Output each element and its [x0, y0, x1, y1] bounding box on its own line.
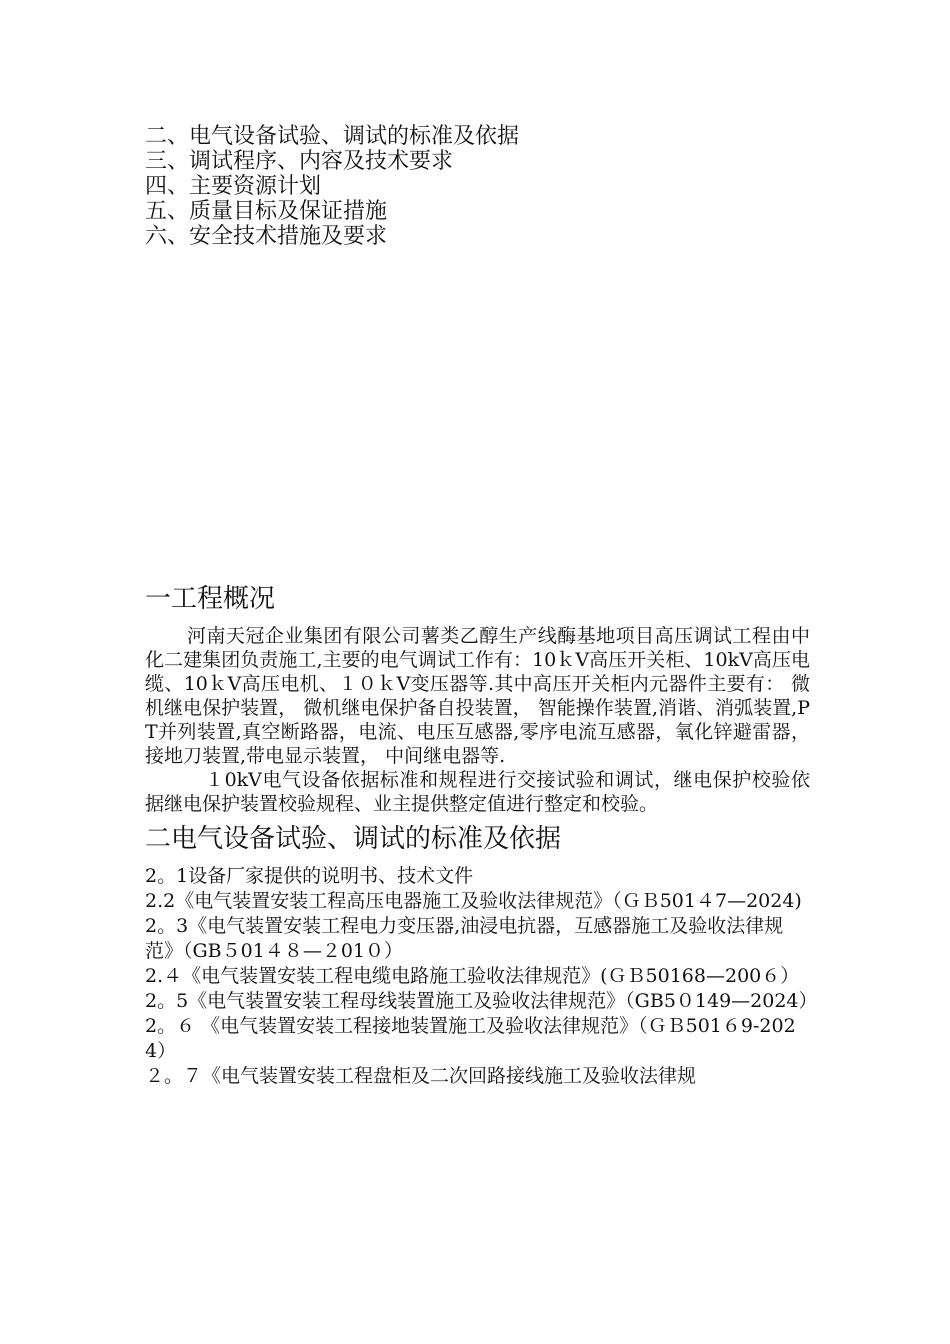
reference-item: 2。６ 《电气装置安装工程接地装置施工及验收法律规范》（ＧＢ501６9-2024） — [145, 1015, 796, 1062]
toc-item: 五、质量目标及保证措施 — [145, 199, 388, 224]
toc-item: 三、调试程序、内容及技术要求 — [145, 149, 454, 174]
reference-item: ２。７《电气装置安装工程盘柜及二次回路接线施工及验收法律规 — [145, 1065, 697, 1087]
table-of-contents — [145, 124, 825, 249]
toc-item: 二、电气设备试验、调试的标准及依据 — [145, 124, 520, 149]
document-body — [145, 582, 818, 1089]
reference-item: 2。5《电气装置安装工程母线装置施工及验收法律规范》（GB5０149—2024） — [145, 990, 818, 1012]
overview-paragraph: 河南天冠企业集团有限公司薯类乙醇生产线酶基地项目高压调试工程由中化二建集团负责施工,主要的电气调试工作有：10ｋⅤ高压开关柜、10kV高压电缆、10ｋⅤ高压电机、１０ｋⅤ变压器等.其中高压开关柜内元器件主要有： 微机继电保护装置， 微机继电保护备自投装置， 智能操作装置,消谐、消弧装置,PT并列装置,真空断路器，电流、电压互感器,零序电流互感器，氧化锌避雷器，接地刀装置,带电显示装置， 中间继电器等. — [145, 625, 810, 767]
reference-item: 2。1设备厂家提供的说明书、技术文件 — [145, 865, 474, 887]
reference-item: 2.４《电气装置安装工程电缆电路施工验收法律规范》(ＧＢ50168—200６） — [145, 965, 800, 987]
reference-item: 2。3《电气装置安装工程电力变压器,油浸电抗器，互感器施工及验收法律规范》（GB５01４８—２01０） — [145, 915, 784, 962]
section-heading-overview: 一工程概况 — [145, 584, 276, 614]
section-heading-standards: 二电气设备试验、调试的标准及依据 — [145, 824, 562, 854]
reference-item: 2.2《电气装置安装工程高压电器施工及验收法律规范》（ＧＢ501４7—2024) — [145, 890, 802, 912]
toc-item: 六、安全技术措施及要求 — [145, 224, 388, 249]
toc-item: 四、主要资源计划 — [145, 174, 322, 199]
overview-paragraph: １0kV电气设备依据标准和规程进行交接试验和调试，继电保护校验依据继电保护装置校验规程、业主提供整定值进行整定和校验。 — [145, 769, 810, 815]
